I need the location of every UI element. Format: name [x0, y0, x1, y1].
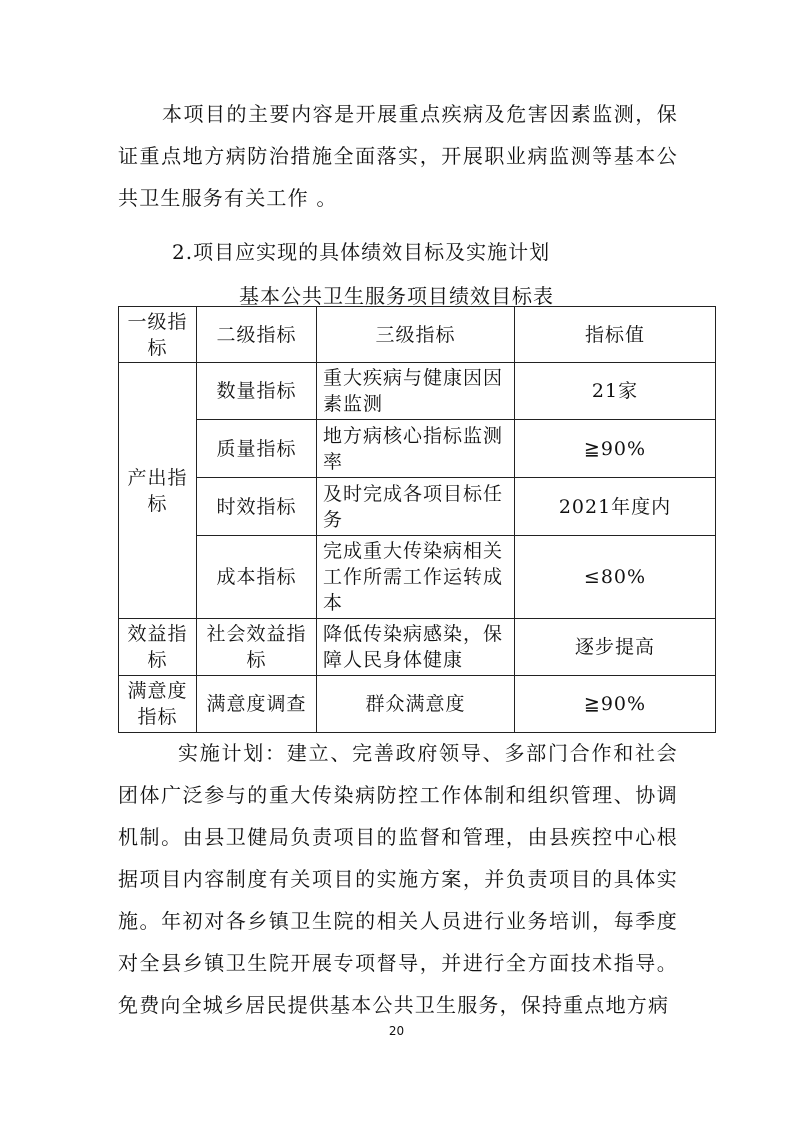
table-header-row	[119, 307, 716, 363]
level2-cell: 社会效益指标	[197, 619, 317, 676]
plan-paragraph: 实施计划：建立、完善政府领导、多部门合作和社会团体广泛参与的重大传染病防控工作体制和组织管理、协调机制。由县卫健局负责项目的监督和管理，由县疾控中心根据项目内容制度有关项目的实施方案，并负责项目的具体实施。年初对各乡镇卫生院的相关人员进行业务培训，每季度对全县乡镇卫生院开展专项督导，并进行全方面技术指导。免费向全城乡居民提供基本公共卫生服务，保持重点地方病	[118, 741, 678, 1017]
level3-cell: 及时完成各项目标任务	[317, 478, 515, 536]
table-row	[119, 478, 716, 536]
level1-cell: 产出指标	[119, 363, 197, 619]
performance-table	[118, 306, 716, 733]
value-cell: ≧90%	[515, 420, 716, 478]
header-level3: 三级指标	[317, 307, 515, 363]
level1-cell: 满意度指标	[119, 676, 197, 733]
level3-cell: 群众满意度	[317, 676, 515, 733]
header-level1: 一级指标	[119, 307, 197, 363]
value-cell: 2021年度内	[515, 478, 716, 536]
level1-cell: 效益指标	[119, 619, 197, 676]
level2-cell: 质量指标	[197, 420, 317, 478]
table-row	[119, 619, 716, 676]
table-row	[119, 536, 716, 619]
level3-cell: 地方病核心指标监测率	[317, 420, 515, 478]
intro-paragraph: 本项目的主要内容是开展重点疾病及危害因素监测，保证重点地方病防治措施全面落实，开展职业病监测等基本公共卫生服务有关工作 。	[118, 102, 678, 210]
table-row	[119, 676, 716, 733]
value-cell: ≤80%	[515, 536, 716, 619]
page-number: 20	[388, 1024, 405, 1038]
table-title: 基本公共卫生服务项目绩效目标表	[239, 284, 554, 308]
level2-cell: 成本指标	[197, 536, 317, 619]
level2-cell: 满意度调查	[197, 676, 317, 733]
value-cell: 逐步提高	[515, 619, 716, 676]
table-row	[119, 420, 716, 478]
table-row	[119, 363, 716, 420]
value-cell: 21家	[515, 363, 716, 420]
level3-cell: 完成重大传染病相关工作所需工作运转成本	[317, 536, 515, 619]
header-level2: 二级指标	[197, 307, 317, 363]
level3-cell: 降低传染病感染，保障人民身体健康	[317, 619, 515, 676]
level2-cell: 数量指标	[197, 363, 317, 420]
section-heading: 2.项目应实现的具体绩效目标及实施计划	[172, 240, 551, 264]
level3-cell: 重大疾病与健康因因素监测	[317, 363, 515, 420]
level2-cell: 时效指标	[197, 478, 317, 536]
value-cell: ≧90%	[515, 676, 716, 733]
header-value: 指标值	[515, 307, 716, 363]
